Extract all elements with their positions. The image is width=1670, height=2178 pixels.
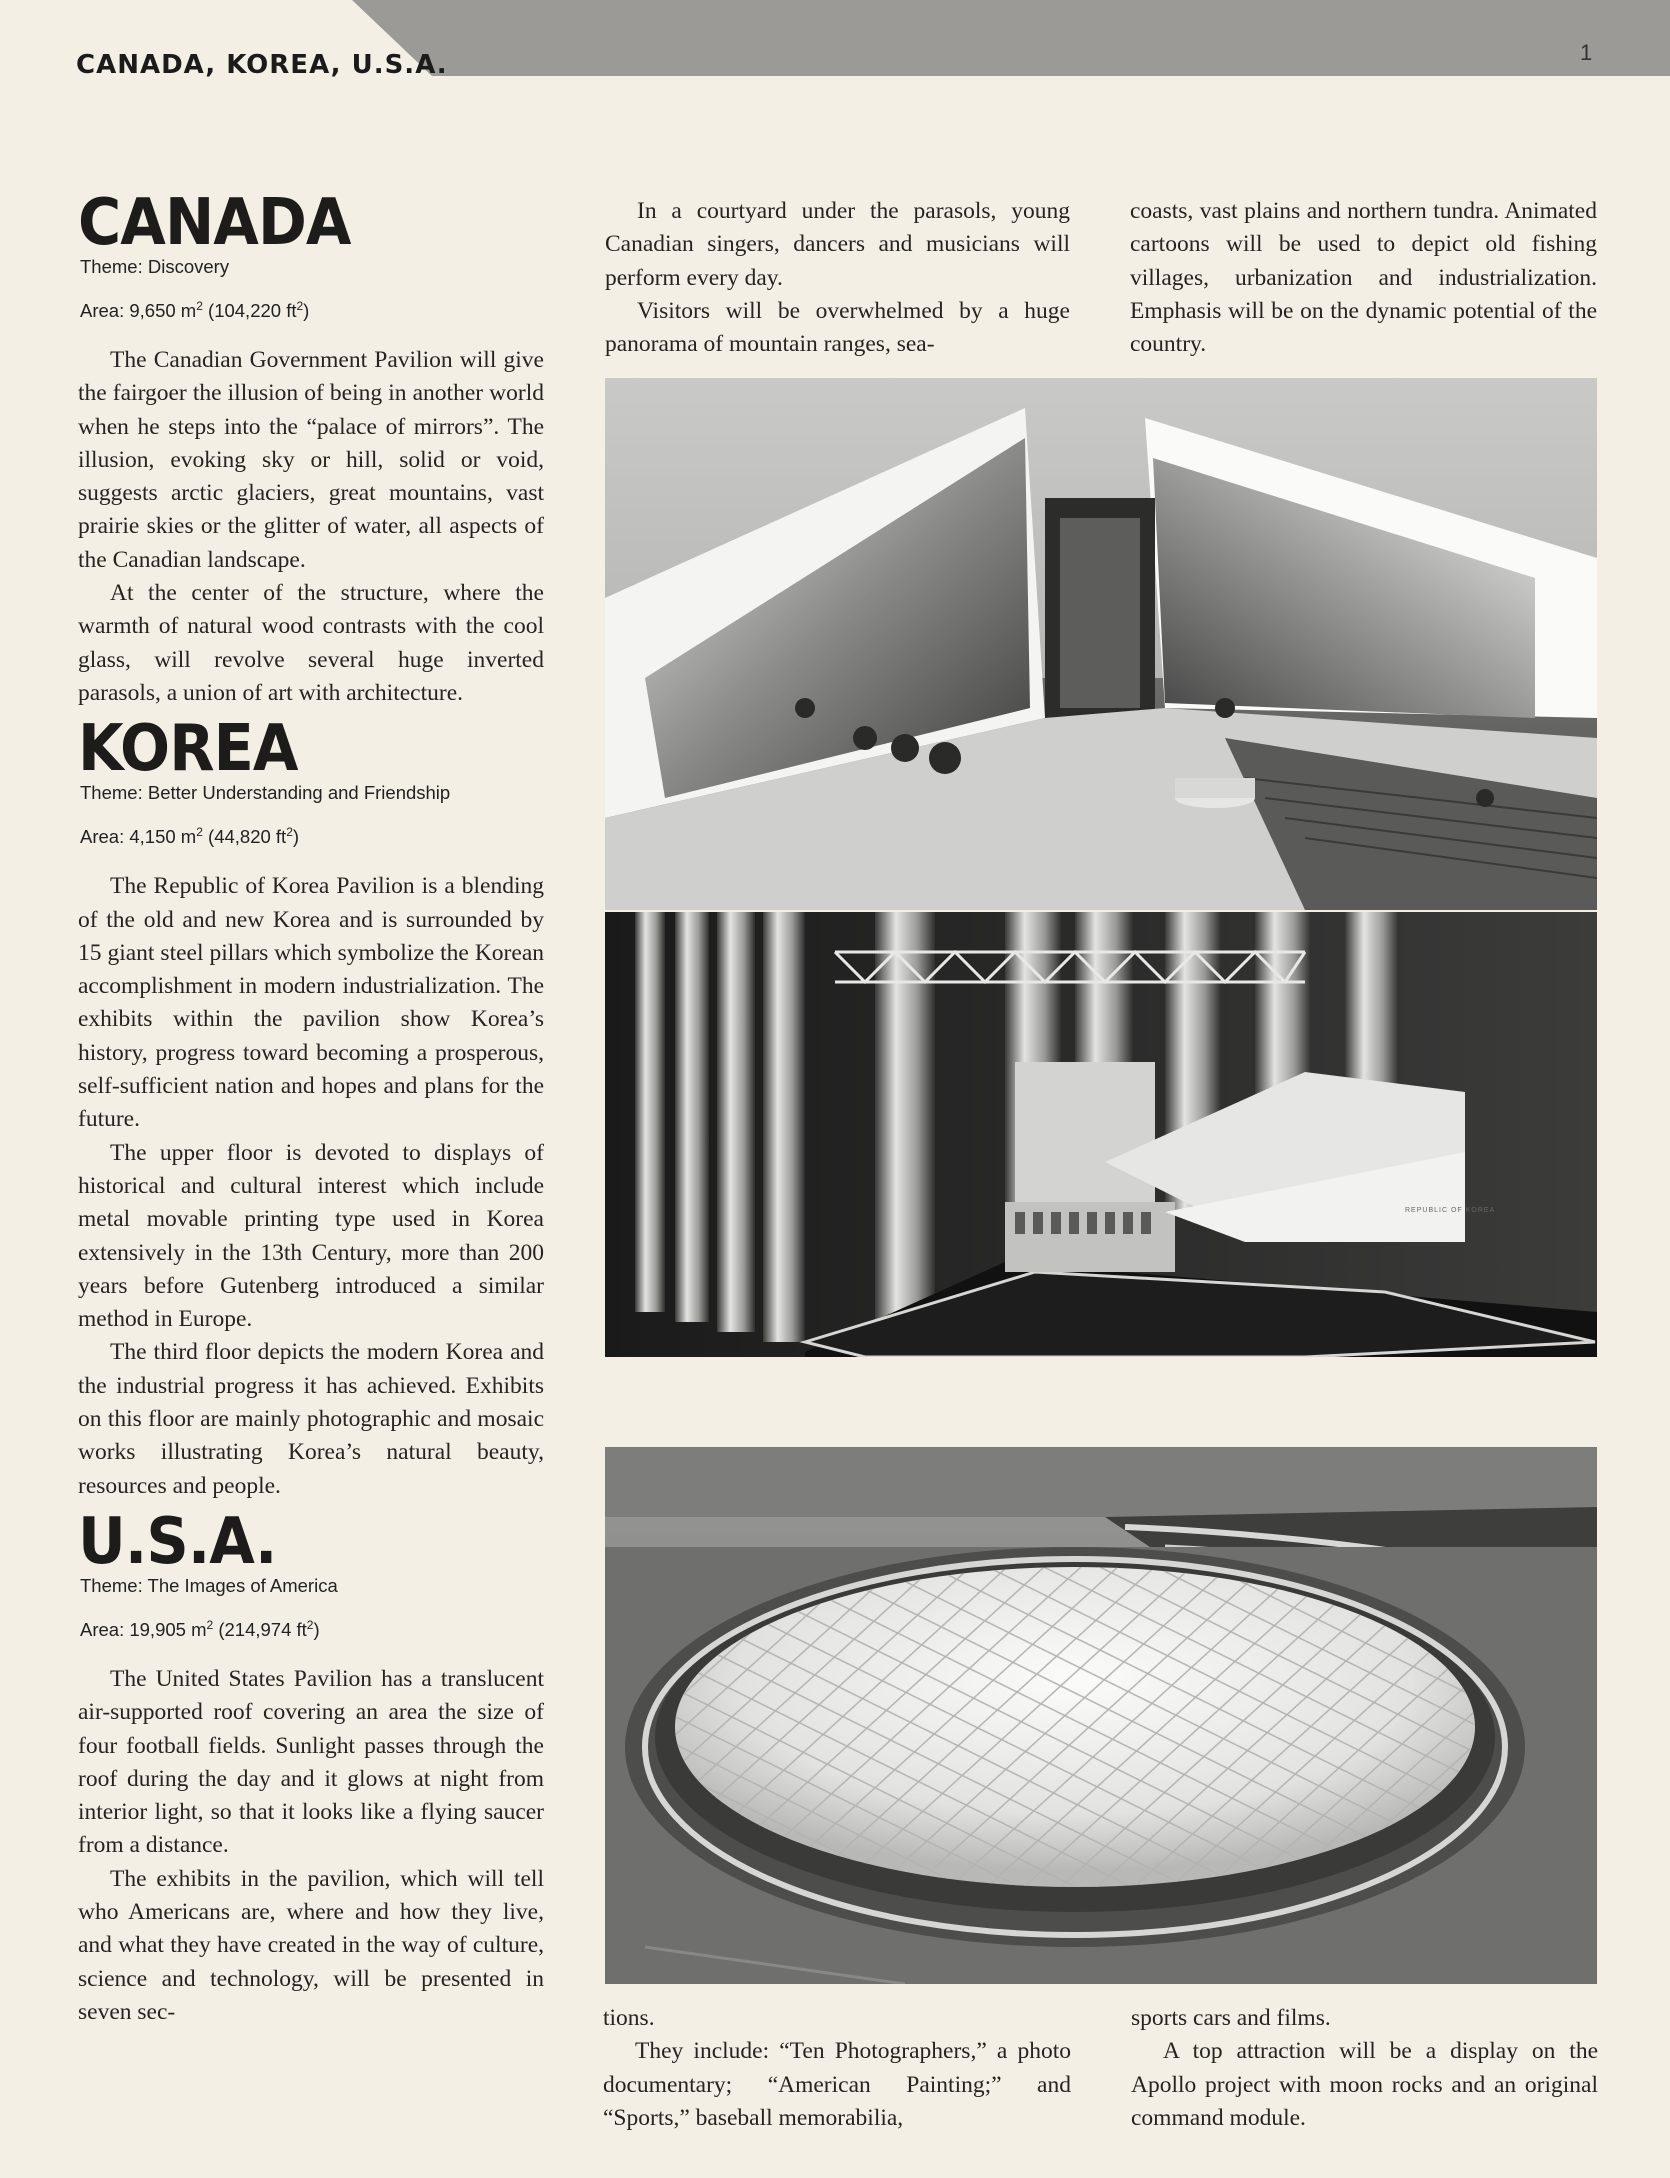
usa-paragraph-3: They include: “Ten Photographers,” a photo documentary; “American Painting;” and “Sports,” baseball memorabilia, [603, 2038, 1071, 2131]
korea-area: Area: 4,150 $m^2$ (44,820 $ft^2$) [80, 825, 300, 848]
canada-paragraph-2: At the center of the structure, where the warmth of natural wood contrasts with the cool glass, will revolve several huge inverted parasols, a union of art with architecture. [78, 580, 544, 706]
right-column-bottom [1131, 2002, 1598, 2135]
korea-paragraph-3: The third floor depicts the modern Korea and the industrial progress it has achieved. Exhibits on this floor are mainly photographic and mosaic works illustrating Korea’s natural beauty, resources and people. [78, 1339, 544, 1499]
middle-column-bottom [603, 2002, 1071, 2135]
running-head: CANADA, KOREA, U.S.A. [76, 50, 448, 80]
canada-theme: Theme: Discovery [80, 256, 230, 277]
korea-title: KOREA [78, 712, 298, 787]
canada-title: CANADA [78, 186, 351, 260]
korea-pavilion-sign: REPUBLIC OF KOREA [1405, 1207, 1496, 1214]
right-column-top [1130, 195, 1597, 361]
usa-section [78, 1504, 544, 2029]
korea-paragraph-1: The Republic of Korea Pavilion is a blending of the old and new Korea and is surrounded by 15 giant steel pillars which symbolize the Korean accomplishment in modern industrialization. The exhibits within the pavilion show Korea’s history, progress toward becoming a prosperous, self-sufficient nation and hopes and plans for the future. [78, 873, 544, 1133]
usa-paragraph-2-continued: tions. [603, 2005, 655, 2031]
usa-theme: Theme: The Images of America [80, 1574, 338, 1596]
usa-area: Area: 19,905 $m^2$ (214,974 $ft^2$) [80, 1617, 320, 1640]
canada-paragraph-4: Visitors will be overwhelmed by a huge panorama of mountain ranges, sea- [605, 297, 1070, 358]
usa-paragraph-4: A top attraction will be a display on the Apollo project with moon rocks and an original command module. [1131, 2038, 1598, 2131]
canada-paragraph-4-continued: coasts, vast plains and northern tundra. Animated cartoons will be used to depict old fishing villages, urbanization and industrialization. Emphasis will be on the dynamic potential of the country. [1130, 198, 1597, 358]
canada-pavilion-photo [605, 378, 1597, 910]
canada-area: Area: 9,650 $m^2$ (104,220 $ft^2$) [80, 298, 310, 321]
page-number: 1 [1580, 40, 1593, 65]
korea-pavilion-photo [605, 912, 1597, 1357]
usa-paragraph-2: The exhibits in the pavilion, which will tell who Americans are, where and how they live, and what they have created in the way of culture, science and technology, will be presented in seven sec- [78, 1865, 544, 2025]
middle-column-top [605, 195, 1070, 361]
usa-paragraph-1: The United States Pavilion has a translucent air-supported roof covering an area the size of four football fields. Sunlight passes through the roof during the day and it glows at night from interior light, so that it looks like a flying saucer from a distance. [78, 1665, 544, 1859]
usa-paragraph-3-continued: sports cars and films. [1131, 2005, 1331, 2031]
usa-pavilion-photo [605, 1447, 1597, 1984]
usa-title: U.S.A. [78, 1504, 277, 1579]
korea-section [78, 712, 544, 1503]
canada-section [78, 186, 544, 710]
left-column [78, 186, 544, 2035]
canada-paragraph-3: In a courtyard under the parasols, young Canadian singers, dancers and musicians will perform every day. [605, 198, 1070, 291]
korea-paragraph-2: The upper floor is devoted to displays of historical and cultural interest which include metal movable printing type used in Korea extensively in the 13th Century, more than 200 years before Gutenberg introduced a similar method in Europe. [78, 1139, 544, 1333]
korea-theme: Theme: Better Understanding and Friendship [80, 782, 451, 804]
canada-paragraph-1: The Canadian Government Pavilion will give the fairgoer the illusion of being in another world when he steps into the “palace of mirrors”. The illusion, evoking sky or hill, solid or void, suggests arctic glaciers, great mountains, vast prairie skies or the glitter of water, all aspects of the Canadian landscape. [78, 347, 544, 573]
